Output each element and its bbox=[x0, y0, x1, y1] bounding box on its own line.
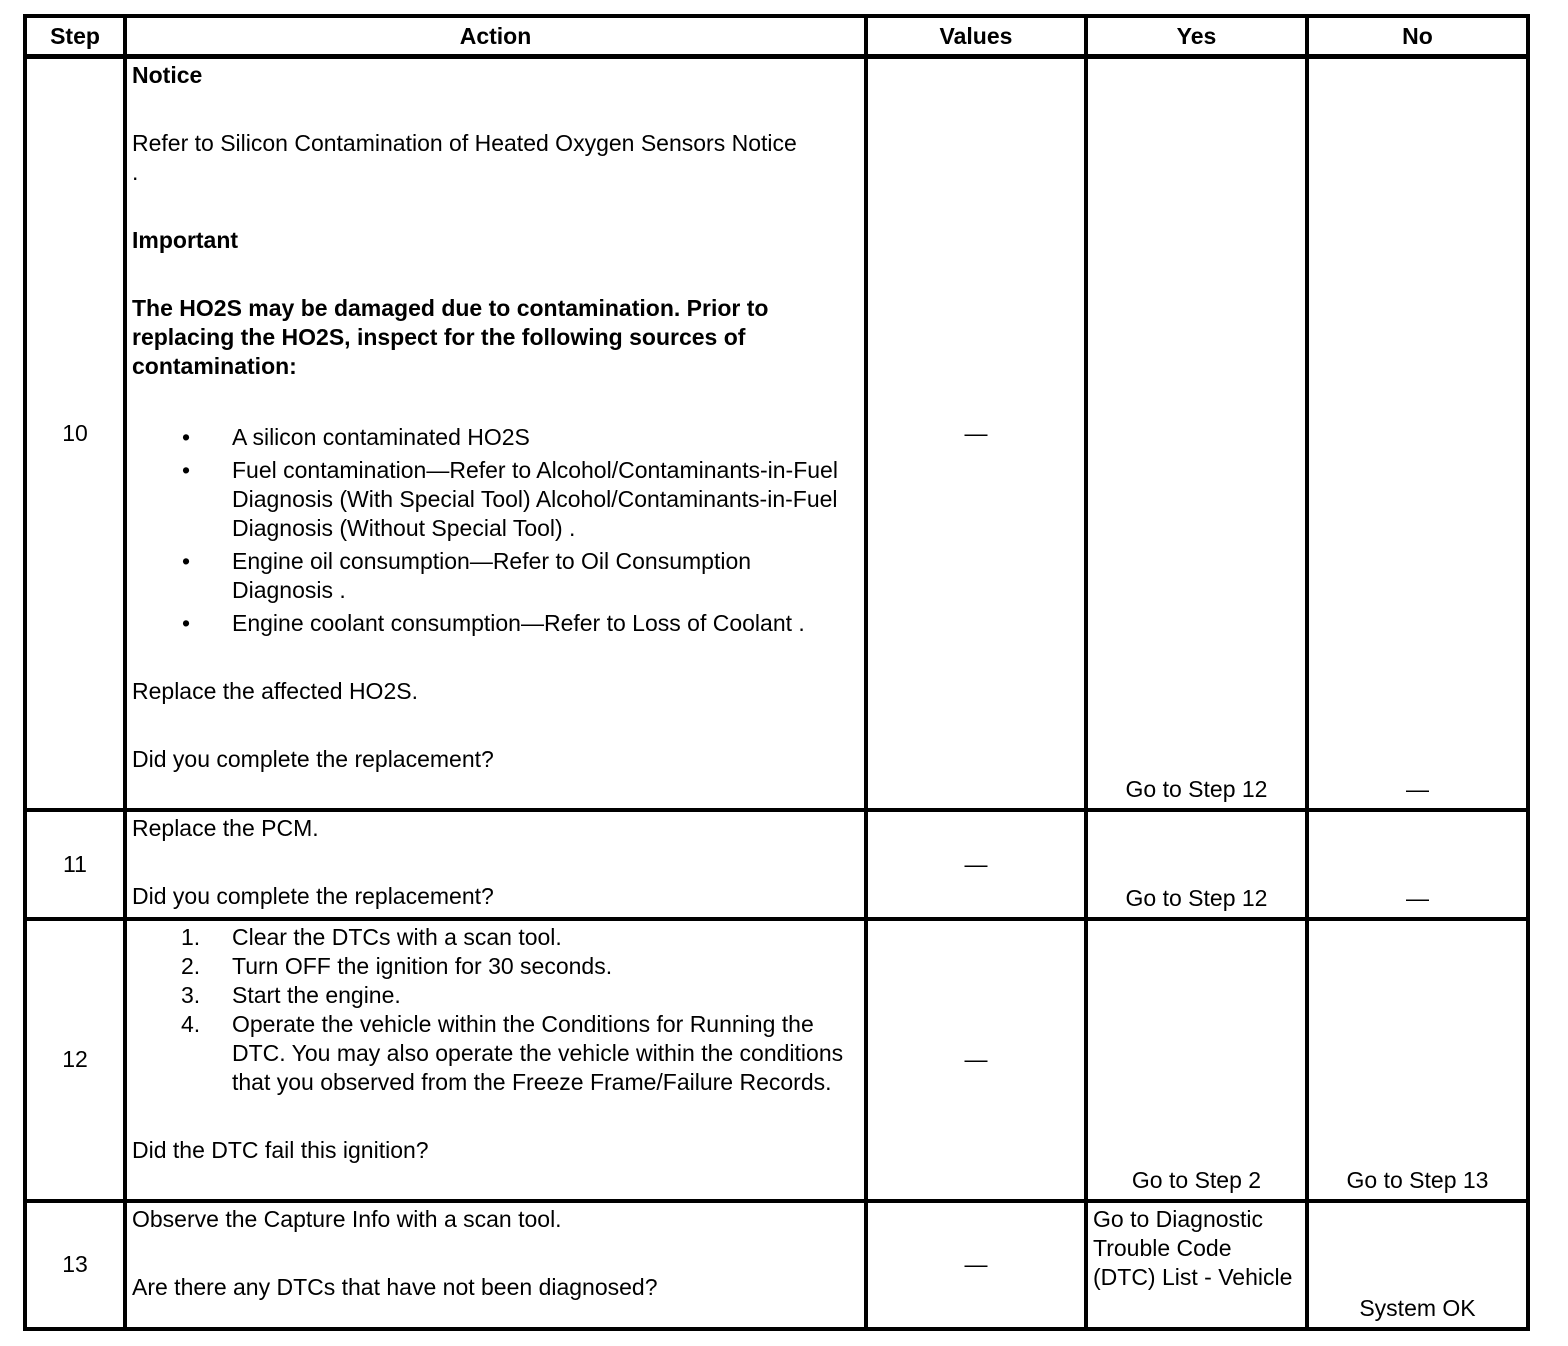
values-cell: — bbox=[866, 57, 1086, 810]
question-text: Did you complete the replacement? bbox=[132, 882, 494, 909]
action-cell bbox=[125, 919, 866, 1201]
table-header-row bbox=[25, 16, 1528, 57]
notice-text: Refer to Silicon Contamination of Heated Oxygen Sensors Notice bbox=[132, 130, 797, 156]
instruction-text: Observe the Capture Info with a scan tool. bbox=[132, 1205, 562, 1232]
notice-period: . bbox=[132, 159, 139, 185]
important-heading: Important bbox=[132, 227, 239, 253]
instruction-text: Replace the affected HO2S. bbox=[132, 678, 418, 704]
step-number: 12 bbox=[25, 919, 125, 1201]
header-values: Values bbox=[866, 16, 1086, 57]
question-text: Did the DTC fail this ignition? bbox=[132, 1136, 429, 1163]
contamination-list bbox=[132, 423, 858, 638]
list-item: 3. Start the engine. bbox=[181, 981, 401, 1008]
notice-heading: Notice bbox=[132, 62, 203, 88]
header-yes: Yes bbox=[1086, 16, 1307, 57]
bullet-icon: • bbox=[182, 457, 191, 483]
no-cell: System OK bbox=[1307, 1201, 1528, 1329]
list-item: • A silicon contaminated HO2S bbox=[182, 424, 530, 450]
yes-cell: Go to Step 12 bbox=[1086, 57, 1307, 810]
instruction-text: Replace the PCM. bbox=[132, 814, 319, 841]
header-action: Action bbox=[125, 16, 866, 57]
list-item: • Engine oil consumption—Refer to Oil Consumption Diagnosis . bbox=[182, 548, 752, 603]
header-step: Step bbox=[25, 16, 125, 57]
procedure-steps bbox=[132, 923, 858, 1097]
step-number: 13 bbox=[25, 1201, 125, 1329]
yes-cell: Go to Diagnostic Trouble Code (DTC) List - Vehicle bbox=[1086, 1201, 1307, 1329]
table-row-step-12 bbox=[25, 919, 1528, 1201]
action-cell bbox=[125, 1201, 866, 1329]
no-cell: Go to Step 13 bbox=[1307, 919, 1528, 1201]
list-item: • Engine coolant consumption—Refer to Loss of Coolant . bbox=[182, 610, 805, 636]
action-cell bbox=[125, 57, 866, 810]
header-no: No bbox=[1307, 16, 1528, 57]
question-text: Are there any DTCs that have not been diagnosed? bbox=[132, 1273, 658, 1300]
no-cell: — bbox=[1307, 810, 1528, 919]
diagnostic-table bbox=[23, 14, 1530, 1331]
step-number: 11 bbox=[25, 810, 125, 919]
bullet-icon: • bbox=[182, 610, 191, 636]
yes-cell: Go to Step 2 bbox=[1086, 919, 1307, 1201]
question-text: Did you complete the replacement? bbox=[132, 746, 494, 772]
important-text: The HO2S may be damaged due to contamination. Prior to replacing the HO2S, inspect for the following sources of contamination: bbox=[132, 295, 769, 379]
list-item: • Fuel contamination—Refer to Alcohol/Contaminants-in-Fuel Diagnosis (With Special Tool) Alcohol/Contaminants-in-Fuel Diagnosis (Without Special Tool) . bbox=[182, 457, 838, 541]
bullet-icon: • bbox=[182, 424, 191, 450]
values-cell: — bbox=[866, 919, 1086, 1201]
action-cell bbox=[125, 810, 866, 919]
yes-cell: Go to Step 12 bbox=[1086, 810, 1307, 919]
table-row-step-11 bbox=[25, 810, 1528, 919]
table-row-step-10 bbox=[25, 57, 1528, 810]
table-row-step-13 bbox=[25, 1201, 1528, 1329]
values-cell: — bbox=[866, 1201, 1086, 1329]
values-cell: — bbox=[866, 810, 1086, 919]
list-item: 4. Operate the vehicle within the Conditions for Running the DTC. You may also operate the vehicle within the conditions that you observed from the Freeze Frame/Failure Records. bbox=[181, 1010, 844, 1095]
no-cell: — bbox=[1307, 57, 1528, 810]
bullet-icon: • bbox=[182, 548, 191, 574]
list-item: 2. Turn OFF the ignition for 30 seconds. bbox=[181, 952, 613, 979]
step-number: 10 bbox=[25, 57, 125, 810]
list-item: 1. Clear the DTCs with a scan tool. bbox=[181, 923, 562, 950]
